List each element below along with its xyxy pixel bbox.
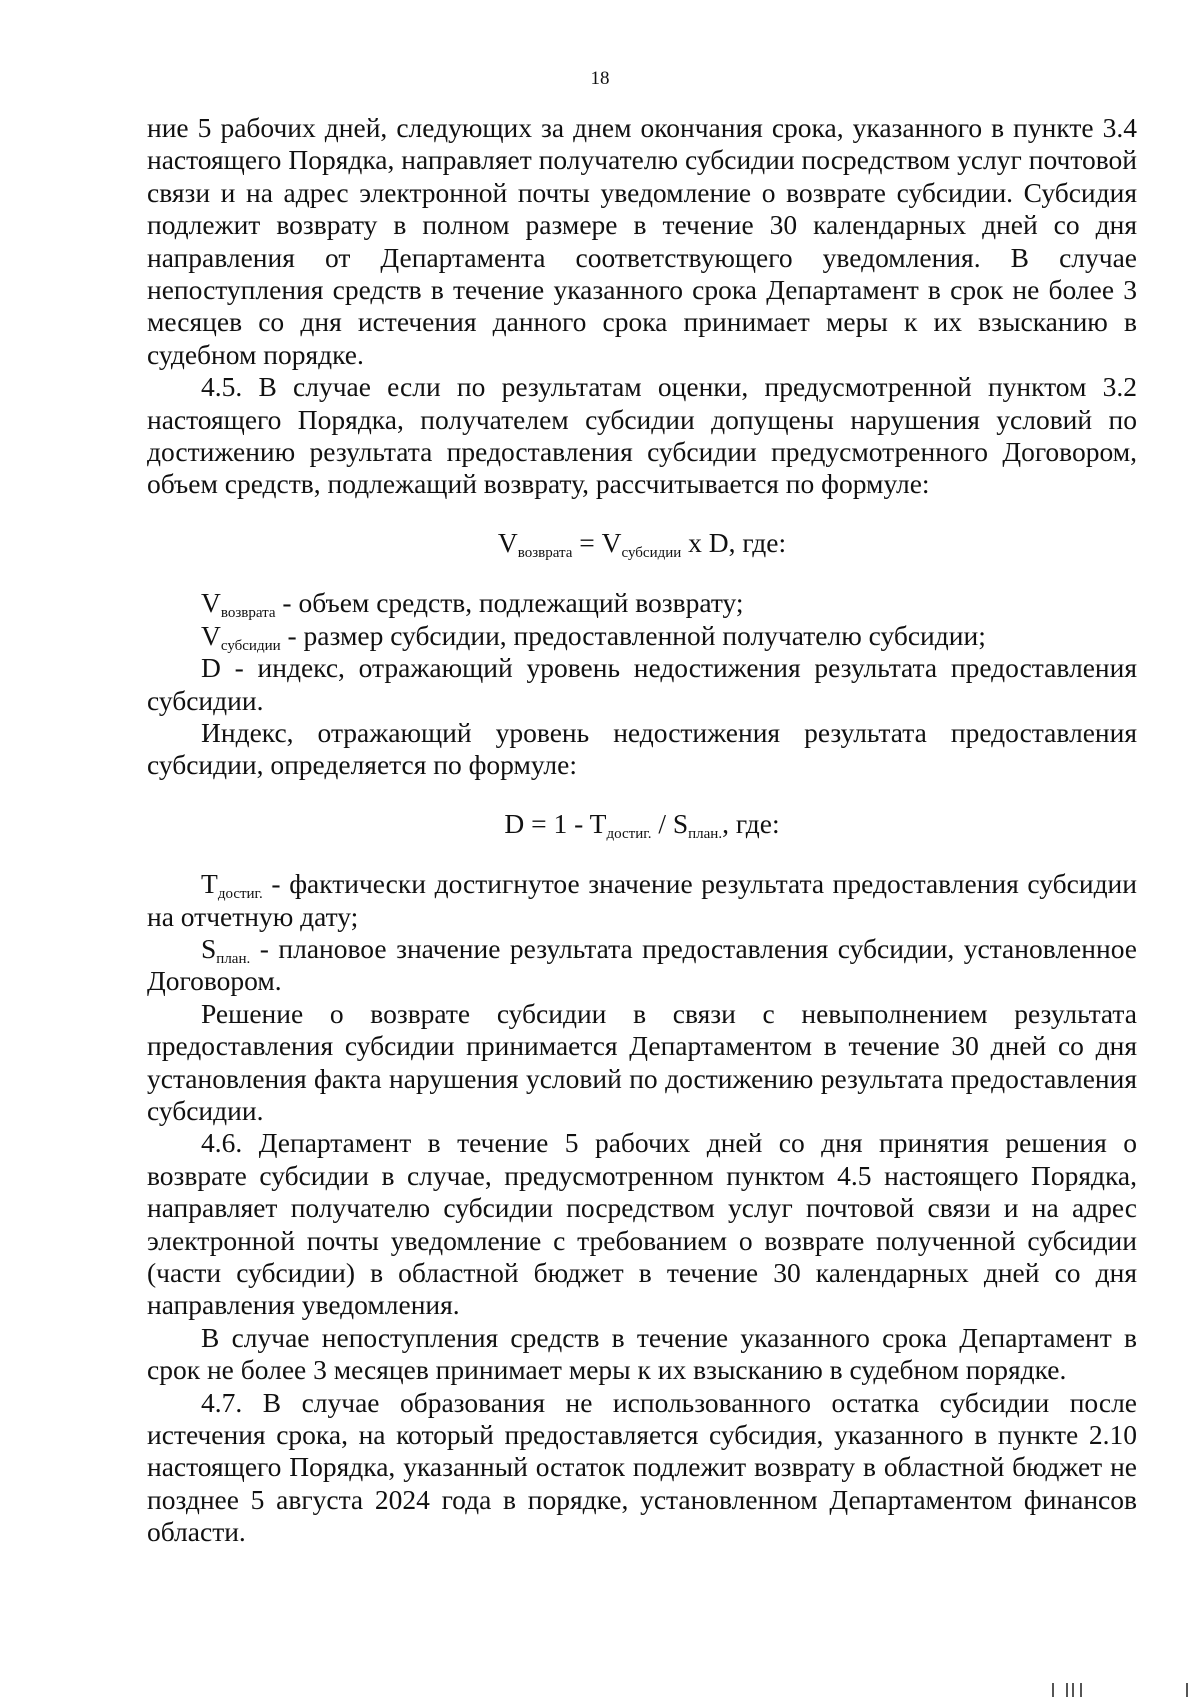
- scan-artifact-mark: [1072, 1683, 1074, 1697]
- paragraph-index-intro: Индекс, отражающий уровень недостижения результата предоставления субсидии, определяется по формуле:: [147, 716, 1137, 781]
- definition-t-achieved: $T_{достиг.}$ - фактически достигнутое значение результата предоставления субсидии на отчетную дату;: [147, 868, 1137, 932]
- page-number: 18: [590, 68, 610, 89]
- paragraph-4-7: 4.7. В случае образования не использованного остатка субсидии после истечения срока, на который предоставляется субсидия, указанного в пункте 2.10 настоящего Порядка, указанный остаток подлежит возврату в областной бюджет не позднее 5 августа 2024 года в порядке, установленном Департаментом финансов области.: [147, 1386, 1137, 1548]
- scan-artifact-mark: [1080, 1683, 1082, 1697]
- scan-artifact-mark: [1066, 1683, 1068, 1697]
- paragraph-continuation: ние 5 рабочих дней, следующих за днем окончания срока, указанного в пункте 3.4 настоящего Порядка, направляет получателю субсидии посредством услуг почтовой связи и на адрес электронной почты уведомление о возврате субсидии. Субсидия подлежит возврату в полном размере в течение 30 календарных дней со дня направления от Департамента соответствующего уведомления. В случае непоступления средств в течение указанного срока Департамент в срок не более 3 месяцев со дня истечения данного срока принимает меры к их взысканию в судебном порядке.: [147, 112, 1137, 370]
- definition-d: D - индекс, отражающий уровень недостижения результата предоставления субсидии.: [147, 652, 1137, 716]
- definition-v-subsidy: $V_{субсидии}$ - размер субсидии, предоставленной получателю субсидии;: [201, 619, 986, 654]
- definition-v-return: $V_{возврата}$ - объем средств, подлежащий возврату;: [201, 587, 744, 622]
- paragraph-4-6: 4.6. Департамент в течение 5 рабочих дней со дня принятия решения о возврате субсидии в случае, предусмотренном пунктом 4.5 настоящего Порядка, направляет получателю субсидии посредством услуг почтовой связи и на адрес электронной почты уведомление с требованием о возврате полученной субсидии (части субсидии) в областной бюджет в течение 30 календарных дней со дня направления уведомления.: [147, 1127, 1137, 1321]
- scan-artifact-mark: [1186, 1683, 1188, 1697]
- document-body: [147, 112, 1137, 1549]
- paragraph-4-5: 4.5. В случае если по результатам оценки, предусмотренной пунктом 3.2 настоящего Порядка, получателем субсидии допущены нарушения условий по достижению результата предоставления субсидии предусмотренного Договором, объем средств, подлежащий возврату, рассчитывается по формуле:: [147, 371, 1137, 500]
- scan-artifact-mark: [1052, 1683, 1054, 1697]
- formula-index-d: $D = 1 - T_{достиг.} / S_{план.}$, где:: [504, 807, 780, 842]
- formula-return-volume: $V_{возврата} = V_{субсидии}$ x D, где:: [497, 526, 787, 561]
- paragraph-non-receipt: В случае непоступления средств в течение указанного срока Департамент в срок не более 3 месяцев принимает меры к их взысканию в судебном порядке.: [147, 1321, 1137, 1386]
- definition-s-plan: $S_{план.}$ - плановое значение результата предоставления субсидии, установленное Договором.: [147, 932, 1137, 997]
- paragraph-return-decision: Решение о возврате субсидии в связи с невыполнением результата предоставления субсидии принимается Департаментом в течение 30 дней со дня установления факта нарушения условий по достижению результата предоставления субсидии.: [147, 997, 1137, 1126]
